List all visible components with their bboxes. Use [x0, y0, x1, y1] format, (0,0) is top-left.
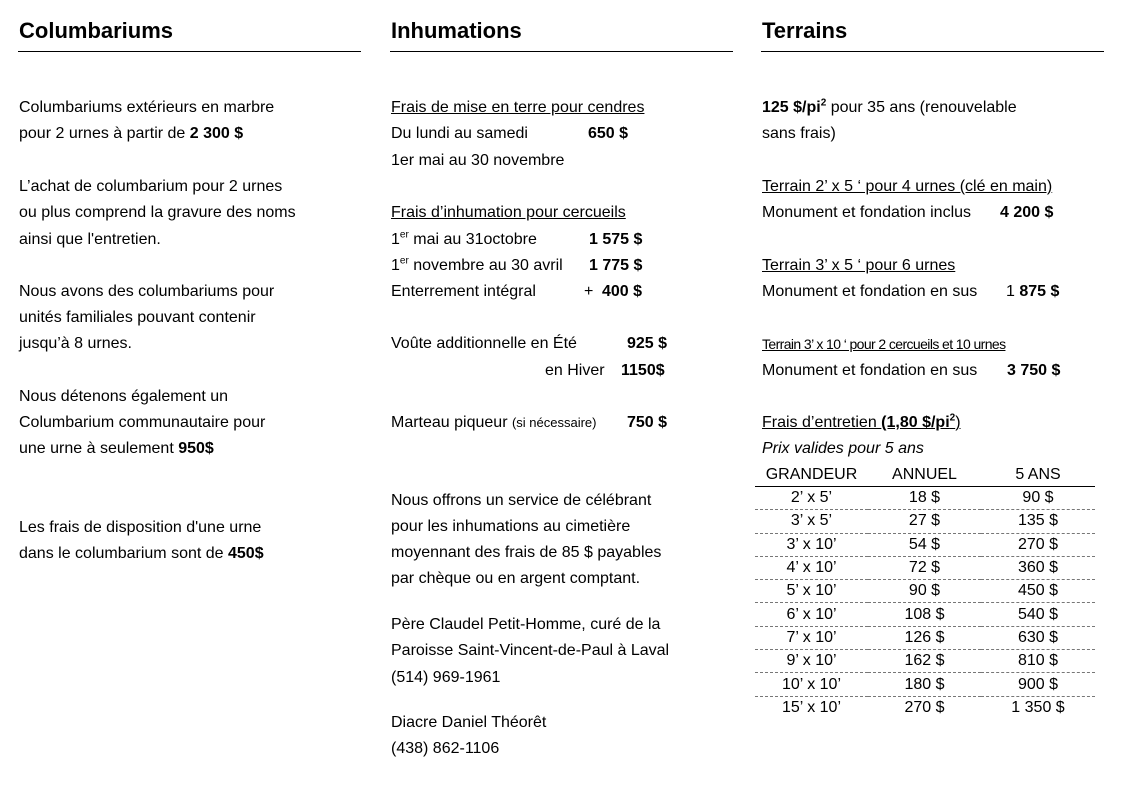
inhumations-divider	[390, 51, 733, 52]
columbariums-p2-line2: ou plus comprend la gravure des noms	[19, 204, 296, 221]
terrain3-price: 3 750 $	[1007, 362, 1061, 379]
terrains-heading: Terrains	[762, 18, 848, 43]
maintenance-note: Prix valides pour 5 ans	[762, 440, 924, 457]
table-row	[755, 510, 1095, 533]
cell-5-ans: 900 $	[981, 673, 1095, 696]
table-row	[755, 626, 1095, 649]
cell-5-ans: 810 $	[981, 650, 1095, 673]
contact1-line2: Paroisse Saint-Vincent-de-Paul à Laval	[391, 642, 670, 659]
table-row	[755, 673, 1095, 696]
voute-summer-price: 925 $	[627, 335, 668, 352]
table-body	[755, 487, 1095, 719]
service-line2: pour les inhumations au cimetière	[391, 518, 631, 535]
cell-5-ans: 540 $	[981, 603, 1095, 626]
cell-annuel: 270 $	[904, 698, 945, 716]
voute-summer: Voûte additionnelle en Été	[391, 335, 577, 352]
community-columbarium-price: 950$	[178, 440, 214, 457]
header-annuel: ANNUEL	[868, 464, 981, 487]
table-row	[755, 556, 1095, 579]
cell-annuel: 162 $	[868, 650, 981, 673]
cell-5-ans: 630 $	[981, 626, 1095, 649]
columbariums-p1-line2: pour 2 urnes à partir de 2 300 $	[19, 125, 244, 142]
terrain2-title: Terrain 3’ x 5 ‘ pour 6 urnes	[762, 257, 956, 274]
terrain1-desc: Monument et fondation inclus	[762, 204, 972, 221]
cell-grandeur: 5’ x 10’	[755, 580, 868, 603]
service-line3: moyennant des frais de 85 $ payables	[391, 544, 662, 561]
terrain3-desc: Monument et fondation en sus	[762, 362, 978, 379]
cell-grandeur: 3’ x 10’	[755, 533, 868, 556]
cell-5-ans: 90 $	[981, 487, 1095, 510]
terrain2-price: 1 875 $	[1006, 283, 1060, 300]
cell-annuel: 90 $	[868, 580, 981, 603]
terrain-rate-line1: 125 $\$/pi^2$ pour 35 ans (renouvelable	[762, 97, 1017, 116]
columbariums-p5-line1: Les frais de disposition d'une urne	[19, 519, 262, 536]
integral-price: 400 $	[602, 283, 643, 300]
cell-5-ans: 270 $	[981, 533, 1095, 556]
terrain3-title: Terrain 3’ x 10 ‘ pour 2 cercueils et 10 urnes	[762, 336, 1006, 352]
header-5-ans: 5 ANS	[981, 464, 1095, 487]
summer-period: 1er mai au 31octobre	[391, 229, 537, 248]
cell-grandeur: 2’ x 5’	[755, 487, 868, 510]
cell-annuel: 54 $	[868, 533, 981, 556]
cell-annuel: 72 $	[868, 556, 981, 579]
maintenance-fees-table	[755, 464, 1095, 719]
columbariums-p4-line3: une urne à seulement 950$	[19, 440, 214, 457]
service-line4: par chèque ou en argent comptant.	[391, 570, 641, 587]
cell-grandeur: 10’ x 10’	[755, 673, 868, 696]
columbariums-p3-line2: unités familiales pouvant contenir	[19, 309, 256, 326]
cell-5-ans: 360 $	[981, 556, 1095, 579]
cell-5-ans: 450 $	[981, 580, 1095, 603]
marteau-piqueur: Marteau piqueur (si nécessaire)	[391, 414, 597, 431]
winter-price: 1 775 $	[589, 257, 643, 274]
columbariums-p4-line2: Columbarium communautaire pour	[19, 414, 266, 431]
table-row	[755, 650, 1095, 673]
columbariums-p1-line1: Columbariums extérieurs en marbre	[19, 99, 275, 116]
columbarium-price: 2 300 $	[189, 125, 244, 142]
columbariums-heading: Columbariums	[19, 18, 174, 43]
voute-winter-price: 1150$	[621, 362, 665, 379]
cendres-days: Du lundi au samedi	[391, 125, 528, 142]
cell-grandeur: 6’ x 10’	[755, 603, 868, 626]
disposition-price: 450$	[228, 545, 264, 562]
cendres-title: Frais de mise en terre pour cendres	[391, 99, 645, 116]
cell-5-ans: 135 $	[981, 510, 1095, 533]
table-row	[755, 696, 1095, 719]
terrain-rate-line2: sans frais)	[762, 125, 836, 142]
columbariums-p2-line1: L’achat de columbarium pour 2 urnes	[19, 178, 283, 195]
cell-annuel: 108 $	[868, 603, 981, 626]
cendres-price: 650 $	[588, 125, 629, 142]
cell-grandeur: 9’ x 10’	[755, 650, 868, 673]
cell-grandeur: 3’ x 5’	[755, 510, 868, 533]
table-row	[755, 580, 1095, 603]
columbariums-divider	[18, 51, 361, 52]
cercueils-title: Frais d’inhumation pour cercueils	[391, 204, 626, 221]
contact2-phone: (438) 862-1106	[391, 740, 500, 757]
summer-price: 1 575 $	[589, 231, 643, 248]
cell-annuel: 18 $	[868, 487, 981, 510]
columbariums-p4-line1: Nous détenons également un	[19, 388, 229, 405]
table-row	[755, 533, 1095, 556]
terrains-divider	[761, 51, 1104, 52]
maintenance-title: Frais d’entretien (1,80 $\$/pi^2$)	[762, 412, 961, 431]
table-header-row	[755, 464, 1095, 487]
columbariums-p5-line2: dans le columbarium sont de 450$	[19, 545, 264, 562]
contact1-phone: (514) 969-1961	[391, 669, 501, 686]
cell-grandeur: 7’ x 10’	[755, 626, 868, 649]
integral-plus: +	[584, 283, 594, 300]
winter-period: 1er novembre au 30 avril	[391, 255, 563, 274]
columbariums-p3-line1: Nous avons des columbariums pour	[19, 283, 275, 300]
service-line1: Nous offrons un service de célébrant	[391, 492, 652, 509]
terrain2-desc: Monument et fondation en sus	[762, 283, 978, 300]
cell-grandeur: 4’ x 10’	[755, 556, 868, 579]
terrain1-price: 4 200 $	[1000, 204, 1054, 221]
contact2-line1: Diacre Daniel Théorêt	[391, 714, 547, 731]
contact1-line1: Père Claudel Petit-Homme, curé de la	[391, 616, 661, 633]
cell-annuel: 126 $	[868, 626, 981, 649]
cendres-period: 1er mai au 30 novembre	[391, 152, 565, 169]
voute-winter: en Hiver	[545, 362, 605, 379]
table-row	[755, 603, 1095, 626]
inhumations-heading: Inhumations	[391, 18, 522, 43]
header-grandeur: GRANDEUR	[755, 464, 868, 487]
cell-5-ans: 1 350 $	[1011, 698, 1065, 716]
marteau-price: 750 $	[627, 414, 668, 431]
columbariums-p3-line3: jusqu’à 8 urnes.	[19, 335, 132, 352]
table-row	[755, 487, 1095, 510]
terrain1-title: Terrain 2’ x 5 ‘ pour 4 urnes (clé en main)	[762, 178, 1053, 195]
cell-grandeur: 15’ x 10’	[782, 698, 841, 716]
cell-annuel: 27 $	[868, 510, 981, 533]
columbariums-p2-line3: ainsi que l'entretien.	[19, 231, 161, 248]
integral-burial: Enterrement intégral	[391, 283, 536, 300]
cell-annuel: 180 $	[868, 673, 981, 696]
